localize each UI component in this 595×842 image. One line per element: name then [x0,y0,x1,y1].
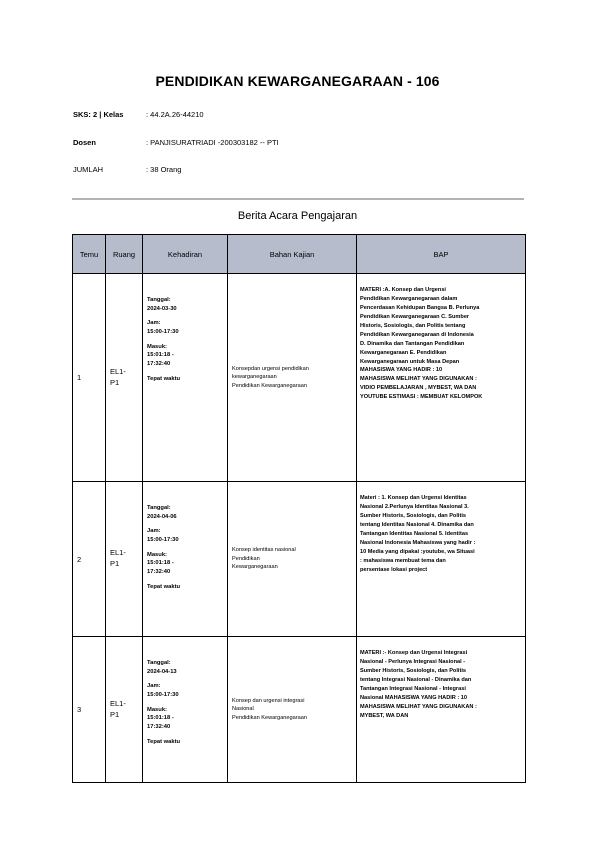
header-temu: Temu [73,235,106,274]
table-row [73,274,526,482]
status-text: Tepat waktu [147,375,181,382]
cell-ruang [106,637,143,783]
masuk-value: 17:32:40 [147,569,171,576]
bap-line: persentase lokasi project [360,566,428,573]
masuk-value: 17:32:40 [147,361,171,368]
table-row [73,637,526,783]
bahan-line: Pendidikan Kewarganegaraan [232,714,307,721]
cell-bahan-kajian [228,637,357,783]
masuk-value: 15:01:18 - [147,352,174,359]
jumlah-value: : 38 Orang [146,165,182,174]
dosen-value: : PANJISURATRIADI -200303182 -- PTI [146,138,279,147]
cell-kehadiran [143,637,228,783]
cell-temu: 1 [73,274,106,482]
table-row [73,482,526,637]
bap-line: tentang Integrasi Nasional - Dinamika dan [360,676,472,683]
ruang-line: EL1- [110,548,126,558]
bap-line: MYBEST, WA DAN [360,712,409,719]
sks-label: SKS: 2 | Kelas [73,110,124,119]
bap-line: VIDIO PEMBELAJARAN , MYBEST, WA DAN [360,385,477,392]
bap-line: Pendidikan Kewarganegaraan C. Sumber [360,313,470,320]
page-title: PENDIDIKAN KEWARGANEGARAAN - 106 [155,73,440,89]
bap-line: Kewarganegaraan E. Pendidikan [360,349,447,356]
bap-line: MATERI :- Konsep dan Urgensi Integrasi [360,650,468,656]
ruang-line: P1 [110,377,120,387]
bap-line: Nasional MAHASISWA YANG HADIR : 10 [360,694,468,701]
tanggal-label: Tanggal: [147,660,171,666]
cell-bap [357,637,526,783]
jam-value: 15:00-17:30 [147,537,179,544]
bap-line: YOUTUBE ESTIMASI : MEMBUAT KELOMPOK [360,394,483,401]
jumlah-label: JUMLAH [73,165,104,174]
bap-line: Pendidikan Kewarganegaraan di Indonesia [360,331,474,338]
divider [72,198,524,200]
cell-ruang [106,274,143,482]
cell-temu: 2 [73,482,106,637]
table-header-row [73,235,526,274]
ruang-line: EL1- [110,366,126,376]
status-text: Tepat waktu [147,738,181,745]
cell-ruang [106,482,143,637]
tanggal-value: 2024-04-13 [147,668,177,675]
bap-line: tentang Identitas Nasional 4. Dinamika dan [360,521,474,528]
bahan-line: Konsep dan urgensi integrasi [232,697,305,704]
bap-line: Sumber Historis, Sosiologis, dan Politis [360,667,466,674]
tanggal-value: 2024-03-30 [147,305,177,312]
bap-line: Pencerdasan Kehidupan Bangsa B. Perlunya [360,304,480,311]
masuk-value: 15:01:18 - [147,715,174,722]
bap-line: Tantangan Integrasi Nasional - Integrasi [360,685,466,692]
bahan-line: Pendidikan [232,555,260,562]
dosen-label: Dosen [73,138,96,147]
masuk-label: Masuk: [147,343,167,350]
tanggal-value: 2024-04-06 [147,513,177,520]
masuk-label: Masuk: [147,706,167,713]
tanggal-label: Tanggal: [147,297,171,303]
bap-line: Nasional Indonesia Mahasiswa yang hadir : [360,539,476,546]
header-ruang: Ruang [106,235,143,274]
bap-line: MATERI :A. Konsep dan Urgensi [360,287,446,293]
bap-line: Tantangan Identitas Nasional 5. Identitas [360,530,469,537]
bap-line: Nasional 2.Perlunya Identitas Nasional 3. [360,503,469,510]
ruang-line: P1 [110,709,120,719]
masuk-value: 17:32:40 [147,724,171,731]
ruang-line: P1 [110,559,120,568]
header-bap: BAP [357,235,526,274]
bap-line: Sumber Historis, Sosiologis, dan Politis [360,512,466,519]
bahan-line: Pendidikan Kewarganegaraan [232,382,307,389]
bap-line: Pendidikan Kewarganegaraan dalam [360,295,458,302]
bahan-line: Kewarganegaraan [232,564,278,571]
bap-line: : mahasiswa membuat tema dan [360,557,446,564]
jam-value: 15:00-17:30 [147,692,179,699]
cell-temu: 3 [73,637,106,783]
header-kehadiran: Kehadiran [143,235,228,274]
sks-value: : 44.2A.26-44210 [146,110,204,119]
cell-kehadiran [143,482,228,637]
masuk-label: Masuk: [147,551,167,558]
bap-line: Nasional - Perlunya Integrasi Nasional - [360,658,466,665]
header-bahan-kajian: Bahan Kajian [228,235,357,274]
bahan-line: kewarganegaraan [232,374,277,381]
cell-bap [357,482,526,637]
tanggal-label: Tanggal: [147,505,171,511]
bap-line: 10 Media yang dipakai :youtube, wa Situasi [360,548,475,555]
bap-table [72,234,526,783]
jam-value: 15:00-17:30 [147,329,179,336]
bap-line: Historis, Sosiologis, dan Politis tentang [360,322,466,329]
jam-label: Jam: [147,320,161,327]
bap-line: D. Dinamika dan Tantangan Pendidikan [360,340,465,347]
bahan-line: Konsep identitas nasional [232,547,296,554]
bahan-line: Nasional [232,706,254,713]
cell-bahan-kajian [228,482,357,637]
bap-line: Materi : 1. Konsep dan Urgensi Identitas [360,495,467,501]
bap-line: MAHASISWA YANG HADIR : 10 [360,367,443,374]
jam-label: Jam: [147,683,161,690]
cell-kehadiran [143,274,228,482]
masuk-value: 15:01:18 - [147,560,174,567]
section-title: Berita Acara Pengajaran [237,210,358,222]
bap-line: Kewarganegaraan untuk Masa Depan [360,358,460,365]
bahan-line: Konsepdan urgensi pendidikan [232,365,309,372]
bap-line: MAHASISWA MELIHAT YANG DIGUNAKAN : [360,703,477,710]
jam-label: Jam: [147,528,161,535]
cell-bap [357,274,526,482]
cell-bahan-kajian [228,274,357,482]
bap-line: MAHASISWA MELIHAT YANG DIGUNAKAN : [360,376,477,383]
status-text: Tepat waktu [147,583,181,590]
ruang-line: EL1- [110,698,126,708]
